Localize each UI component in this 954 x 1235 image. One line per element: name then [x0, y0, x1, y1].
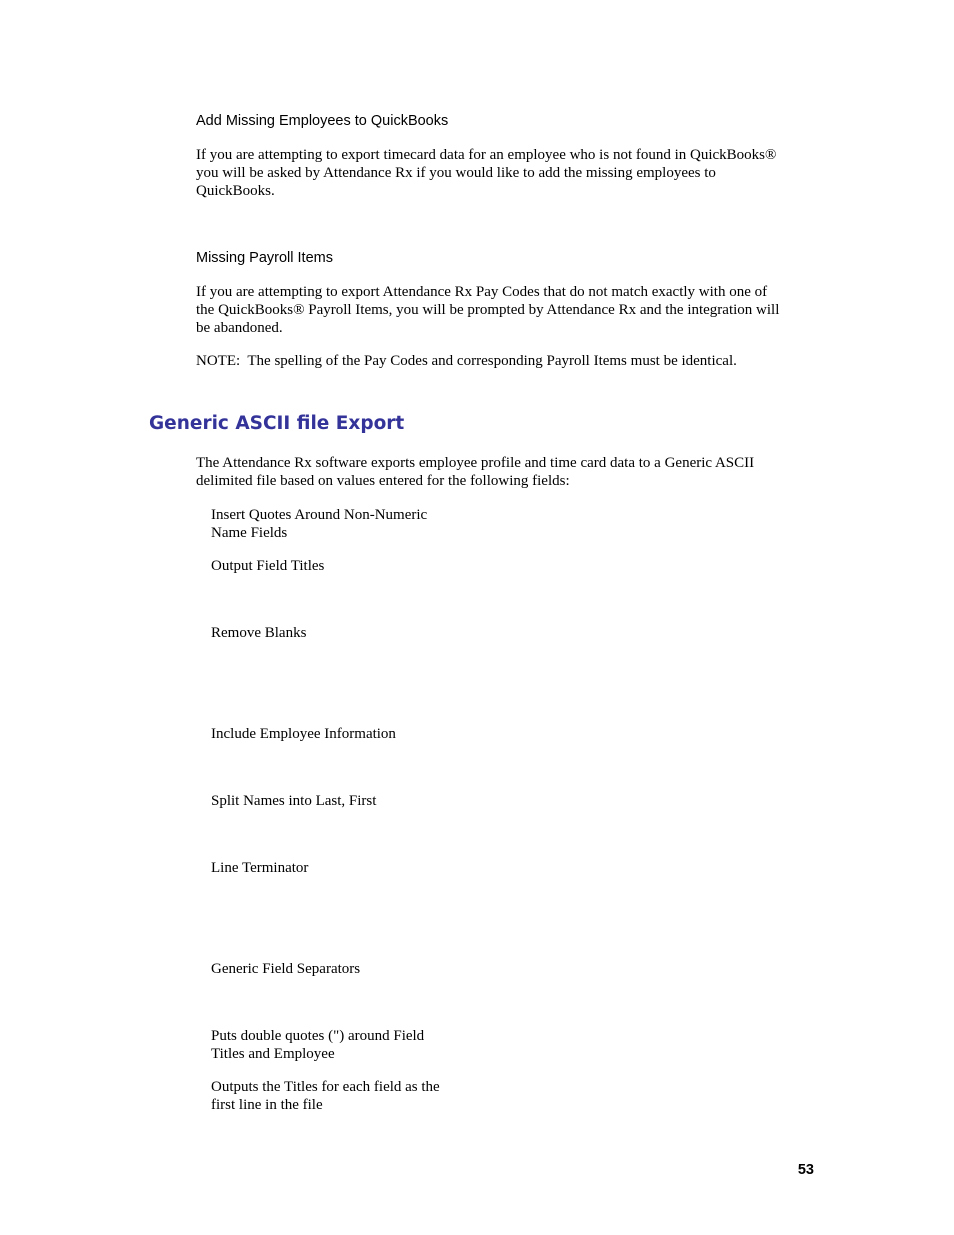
field-generic-field-separators [211, 960, 360, 978]
note-paragraph: NOTE: The spelling of the Pay Codes and corresponding Payroll Items must be identical. [196, 353, 737, 369]
paragraph-line: be abandoned. [196, 320, 283, 336]
paragraph-line: you will be asked by Attendance Rx if you would like to add the missing employees to [196, 165, 716, 181]
field-line: Remove Blanks [211, 625, 307, 641]
field-line: Name Fields [211, 525, 288, 541]
field-line: Output Field Titles [211, 558, 325, 574]
paragraph-line: QuickBooks. [196, 183, 275, 199]
field-split-names [211, 792, 376, 810]
field-line: Generic Field Separators [211, 961, 361, 977]
description-insert-quotes [211, 1027, 424, 1063]
paragraph-line: The Attendance Rx software exports employee profile and time card data to a Generic ASCII [196, 455, 755, 471]
field-line: Include Employee Information [211, 726, 396, 742]
field-line: Line Terminator [211, 860, 309, 876]
add-missing-employees-heading: Add Missing Employees to QuickBooks [196, 113, 449, 129]
page-number: 53 [797, 1162, 814, 1178]
ascii-intro-paragraph [196, 454, 754, 490]
field-line-terminator [211, 859, 308, 877]
missing-payroll-items-paragraph [196, 283, 779, 337]
field-include-employee-information [211, 725, 396, 743]
field-line: Insert Quotes Around Non-Numeric [211, 507, 428, 523]
description-line: Outputs the Titles for each field as the [211, 1079, 440, 1095]
field-remove-blanks [211, 624, 306, 642]
description-line: first line in the file [211, 1097, 323, 1113]
description-line: Titles and Employee [211, 1046, 335, 1062]
description-output-field-titles [211, 1078, 440, 1114]
field-insert-quotes [211, 506, 427, 542]
field-output-field-titles [211, 557, 324, 575]
paragraph-line: delimited file based on values entered for the following fields: [196, 473, 570, 489]
add-missing-employees-paragraph [196, 146, 776, 200]
paragraph-line: If you are attempting to export Attendance Rx Pay Codes that do not match exactly with one of [196, 284, 768, 300]
paragraph-line: the QuickBooks® Payroll Items, you will be prompted by Attendance Rx and the integration will [196, 302, 780, 318]
missing-payroll-items-heading: Missing Payroll Items [196, 250, 333, 266]
section-title: Generic ASCII file Export [149, 413, 405, 434]
description-line: Puts double quotes (") around Field [211, 1028, 425, 1044]
field-line: Split Names into Last, First [211, 793, 377, 809]
paragraph-line: If you are attempting to export timecard data for an employee who is not found in QuickBooks® [196, 147, 777, 163]
